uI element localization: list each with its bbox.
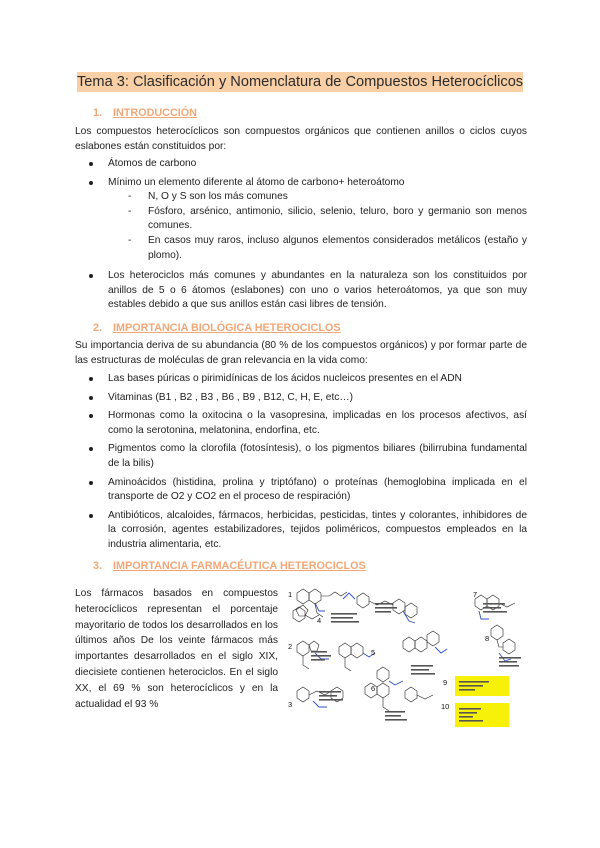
list-item: Hormonas como la oxitocina o la vasopresina, implicadas en los procesos afectivos, así como la serotonina, melatonina, endorfina, etc.: [75, 409, 527, 438]
compound-number-3: 3: [288, 700, 293, 709]
compound-number-7: 7: [473, 590, 478, 599]
section-2-title: IMPORTANCIA BIOLÓGICA HETEROCICLOS: [113, 322, 341, 334]
molecule-structures-image: [285, 583, 527, 735]
sub-list-item: - Fósforo, arsénico, antimonio, silicio, selenio, teluro, boro y germanio son menos comunes.: [128, 205, 527, 234]
section-3-title: IMPORTANCIA FARMACÉUTICA HETEROCICLOS: [113, 560, 366, 572]
compound-number-4: 4: [317, 616, 322, 625]
sub-list: [108, 190, 527, 263]
compound-number-1: 1: [288, 590, 293, 599]
list-item: Aminoácidos (histidina, prolina y triptófano) o proteínas (hemoglobina implicada en el transporte de O2 y CO2 en el proceso de respiración): [75, 476, 527, 505]
section-3-paragraph: Los fármacos basados en compuestos heterocíclicos representan el porcentaje mayoritario de todos los desarrollados en los últimos años De los veinte fármacos más importantes desarrollados en el siglo XIX, diecisiete contienen heterociclos. En el siglo XX, el 69 % son heterocíclicos y en la actualidad el 93 %: [75, 588, 278, 710]
section-2-number: 2.: [93, 322, 103, 334]
list-item: Vitaminas (B1 , B2 , B3 , B6 , B9 , B12, C, H, E, etc…): [75, 391, 527, 406]
compound-number-2: 2: [288, 642, 293, 651]
section-1-intro: Los compuestos heterocíclicos son compuestos orgánicos que contienen anillos o ciclos cuyos eslabones están constituidos por:: [75, 126, 527, 152]
list-item: Los heterociclos más comunes y abundantes en la naturaleza son los constituidos por anillos de 5 o 6 átomos (eslabones) con uno o varios heteroátomos, ya que son muy estables debido a que sus anillos están casi libres de tensión.: [75, 269, 527, 313]
section-1-number: 1.: [93, 107, 103, 119]
list-item: [75, 176, 527, 264]
list-item: Antibióticos, alcaloides, fármacos, herbicidas, pesticidas, tintes y colorantes, inhibidores de la corrosión, agentes estabilizadores, tejidos poliméricos, compuestos empleados en la industria alimentaria, etc.: [75, 509, 527, 553]
section-1-heading: [93, 106, 197, 121]
compound-number-5: 5: [371, 648, 376, 657]
list-item: Átomos de carbono: [75, 157, 527, 172]
section-2-intro: Su importancia deriva de su abundancia (80 % de los compuestos orgánicos) y por formar parte de las estructuras de moléculas de gran relevancia en la vida como:: [75, 340, 527, 366]
section-3-heading: [93, 559, 366, 574]
list-item: Las bases púricas o pirimidínicas de los ácidos nucleicos presentes en el ADN: [75, 372, 527, 387]
section-1-list: [75, 157, 527, 317]
compound-number-9: 9: [443, 678, 448, 687]
compound-number-6: 6: [371, 684, 376, 693]
compound-number-10: 10: [441, 702, 450, 711]
compound-number-8: 8: [485, 634, 490, 643]
sub-list-item: - N, O y S son los más comunes: [128, 190, 527, 205]
sub-list-item: - En casos muy raros, incluso algunos elementos considerados metálicos (estaño y plomo).: [128, 234, 527, 263]
highlight-box-10: [455, 703, 509, 727]
section-1-title: INTRODUCCIÓN: [113, 107, 197, 119]
section-2-heading: [93, 321, 341, 336]
section-2-list: [75, 372, 527, 557]
list-item: Pigmentos como la clorofila (fotosíntesis), o los pigmentos biliares (bilirrubina fundamental de la bilis): [75, 442, 527, 471]
section-3-number: 3.: [93, 560, 103, 572]
list-item-text: Mínimo un elemento diferente al átomo de carbono+ heteroátomo: [108, 176, 405, 188]
drug-structures-figure: [285, 583, 527, 735]
page-title: Tema 3: Clasificación y Nomenclatura de Compuestos Heterocíclicos: [77, 74, 524, 90]
